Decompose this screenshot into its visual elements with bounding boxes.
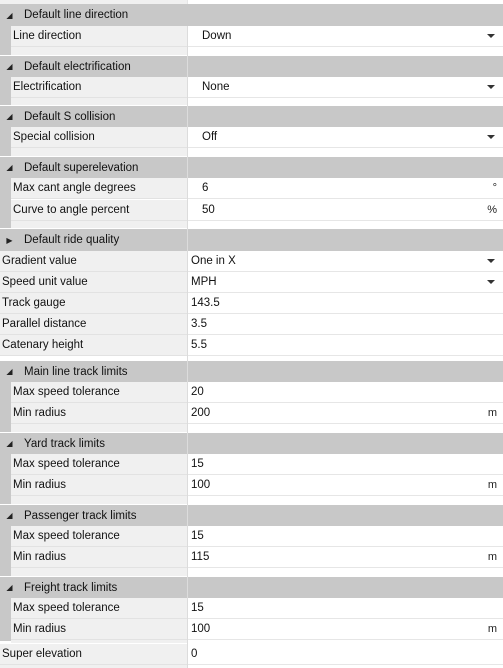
property-label: Max speed tolerance (11, 598, 187, 619)
line-direction-dropdown[interactable]: Down (188, 26, 503, 47)
section-title: Freight track limits (24, 581, 118, 594)
main-line-max-speed-tolerance-input[interactable]: 20 (188, 382, 503, 403)
property-label: Curve to angle percent (11, 200, 187, 221)
section-header-electrification[interactable] (0, 56, 503, 77)
unit-label: m (487, 407, 497, 419)
yard-max-speed-tolerance-input[interactable]: 15 (188, 454, 503, 475)
section-rail (0, 77, 11, 105)
row-spacer (11, 47, 187, 55)
property-label: Speed unit value (0, 272, 187, 293)
parallel-distance-input[interactable]: 3.5 (188, 314, 503, 335)
triangle-down-icon[interactable]: ◢ (6, 511, 13, 520)
property-label: Min radius (11, 547, 187, 568)
passenger-min-radius-input[interactable]: 115 m (188, 547, 503, 568)
section-header-s-collision[interactable] (0, 106, 503, 127)
property-label: Min radius (11, 403, 187, 424)
section-header-superelevation[interactable] (0, 157, 503, 178)
row-spacer (11, 568, 187, 576)
column-separator[interactable] (187, 26, 188, 668)
property-label: Line direction (11, 26, 187, 47)
section-header-main-line[interactable] (0, 361, 503, 382)
section-rail (0, 178, 11, 228)
curve-to-angle-input[interactable]: 50 % (188, 200, 503, 221)
row-spacer (188, 47, 503, 55)
property-label: Max speed tolerance (11, 382, 187, 403)
triangle-down-icon[interactable]: ◢ (6, 10, 13, 20)
freight-min-radius-input[interactable]: 100 m (188, 619, 503, 640)
section-title: Default line direction (24, 9, 129, 21)
property-label: Gradient value (0, 251, 187, 272)
track-gauge-input[interactable]: 143.5 (188, 293, 503, 314)
row-spacer (188, 568, 503, 576)
row-spacer (11, 496, 187, 504)
property-label: Track gauge (0, 293, 187, 314)
passenger-max-speed-tolerance-input[interactable]: 15 (188, 526, 503, 547)
property-label: Super elevation (0, 644, 187, 665)
property-label: Min radius (11, 475, 187, 496)
section-header-freight[interactable] (0, 577, 503, 598)
triangle-down-icon[interactable]: ◢ (6, 112, 13, 121)
section-title: Default ride quality (24, 234, 120, 246)
property-label: Min radius (11, 619, 187, 640)
chevron-down-icon[interactable] (487, 85, 495, 89)
speed-unit-dropdown[interactable]: MPH (188, 272, 503, 293)
max-cant-angle-input[interactable]: 6 ° (188, 178, 503, 199)
triangle-down-icon[interactable]: ◢ (6, 62, 13, 71)
chevron-down-icon[interactable] (487, 259, 495, 263)
electrification-dropdown[interactable]: None (188, 77, 503, 98)
chevron-down-icon[interactable] (487, 34, 495, 38)
chevron-down-icon[interactable] (487, 135, 495, 139)
section-rail (0, 598, 11, 641)
section-header-ride-quality[interactable] (0, 229, 503, 251)
triangle-down-icon[interactable]: ◢ (6, 439, 13, 448)
section-title: Main line track limits (24, 365, 128, 378)
triangle-down-icon[interactable]: ◢ (6, 583, 13, 592)
property-label: Special collision (11, 127, 187, 148)
main-line-min-radius-input[interactable]: 200 m (188, 403, 503, 424)
section-header-passenger[interactable] (0, 505, 503, 526)
unit-label: m (487, 479, 497, 491)
section-header-line-direction[interactable] (0, 4, 503, 26)
row-spacer (11, 221, 187, 228)
section-rail (0, 26, 11, 55)
property-label: Electrification (11, 77, 187, 98)
chevron-down-icon[interactable] (487, 280, 495, 284)
unit-label: m (487, 551, 497, 563)
triangle-down-icon[interactable]: ◢ (6, 367, 13, 376)
row-spacer (11, 98, 187, 105)
unit-label: % (487, 204, 497, 216)
catenary-height-input[interactable]: 5.5 (188, 335, 503, 356)
property-label: Max cant angle degrees (11, 178, 187, 199)
section-rail (0, 382, 11, 432)
section-title: Default S collision (24, 110, 116, 123)
row-spacer (188, 98, 503, 105)
section-rail (0, 127, 11, 156)
yard-min-radius-input[interactable]: 100 m (188, 475, 503, 496)
property-label: Max speed tolerance (11, 526, 187, 547)
row-spacer (188, 424, 503, 432)
section-title: Yard track limits (24, 437, 105, 450)
section-rail (0, 454, 11, 504)
triangle-down-icon[interactable]: ◢ (6, 163, 13, 172)
section-header-yard[interactable] (0, 433, 503, 454)
gradient-value-dropdown[interactable]: One in X (188, 251, 503, 272)
row-spacer (188, 496, 503, 504)
section-title: Default electrification (24, 60, 131, 73)
row-spacer (11, 640, 187, 643)
row-spacer (11, 424, 187, 432)
section-title: Passenger track limits (24, 509, 137, 522)
freight-max-speed-tolerance-input[interactable]: 15 (188, 598, 503, 619)
property-label: Max speed tolerance (11, 454, 187, 475)
property-label: Catenary height (0, 335, 187, 356)
row-spacer (11, 148, 187, 156)
triangle-right-icon[interactable]: ▶ (6, 235, 13, 245)
special-collision-dropdown[interactable]: Off (188, 127, 503, 148)
unit-label: m (487, 623, 497, 635)
row-spacer (188, 148, 503, 156)
section-rail (0, 526, 11, 576)
section-title: Default superelevation (24, 161, 139, 174)
row-spacer (188, 221, 503, 228)
unit-label: ° (492, 182, 497, 194)
property-label: Parallel distance (0, 314, 187, 335)
super-elevation-input[interactable]: 0 (188, 644, 503, 665)
